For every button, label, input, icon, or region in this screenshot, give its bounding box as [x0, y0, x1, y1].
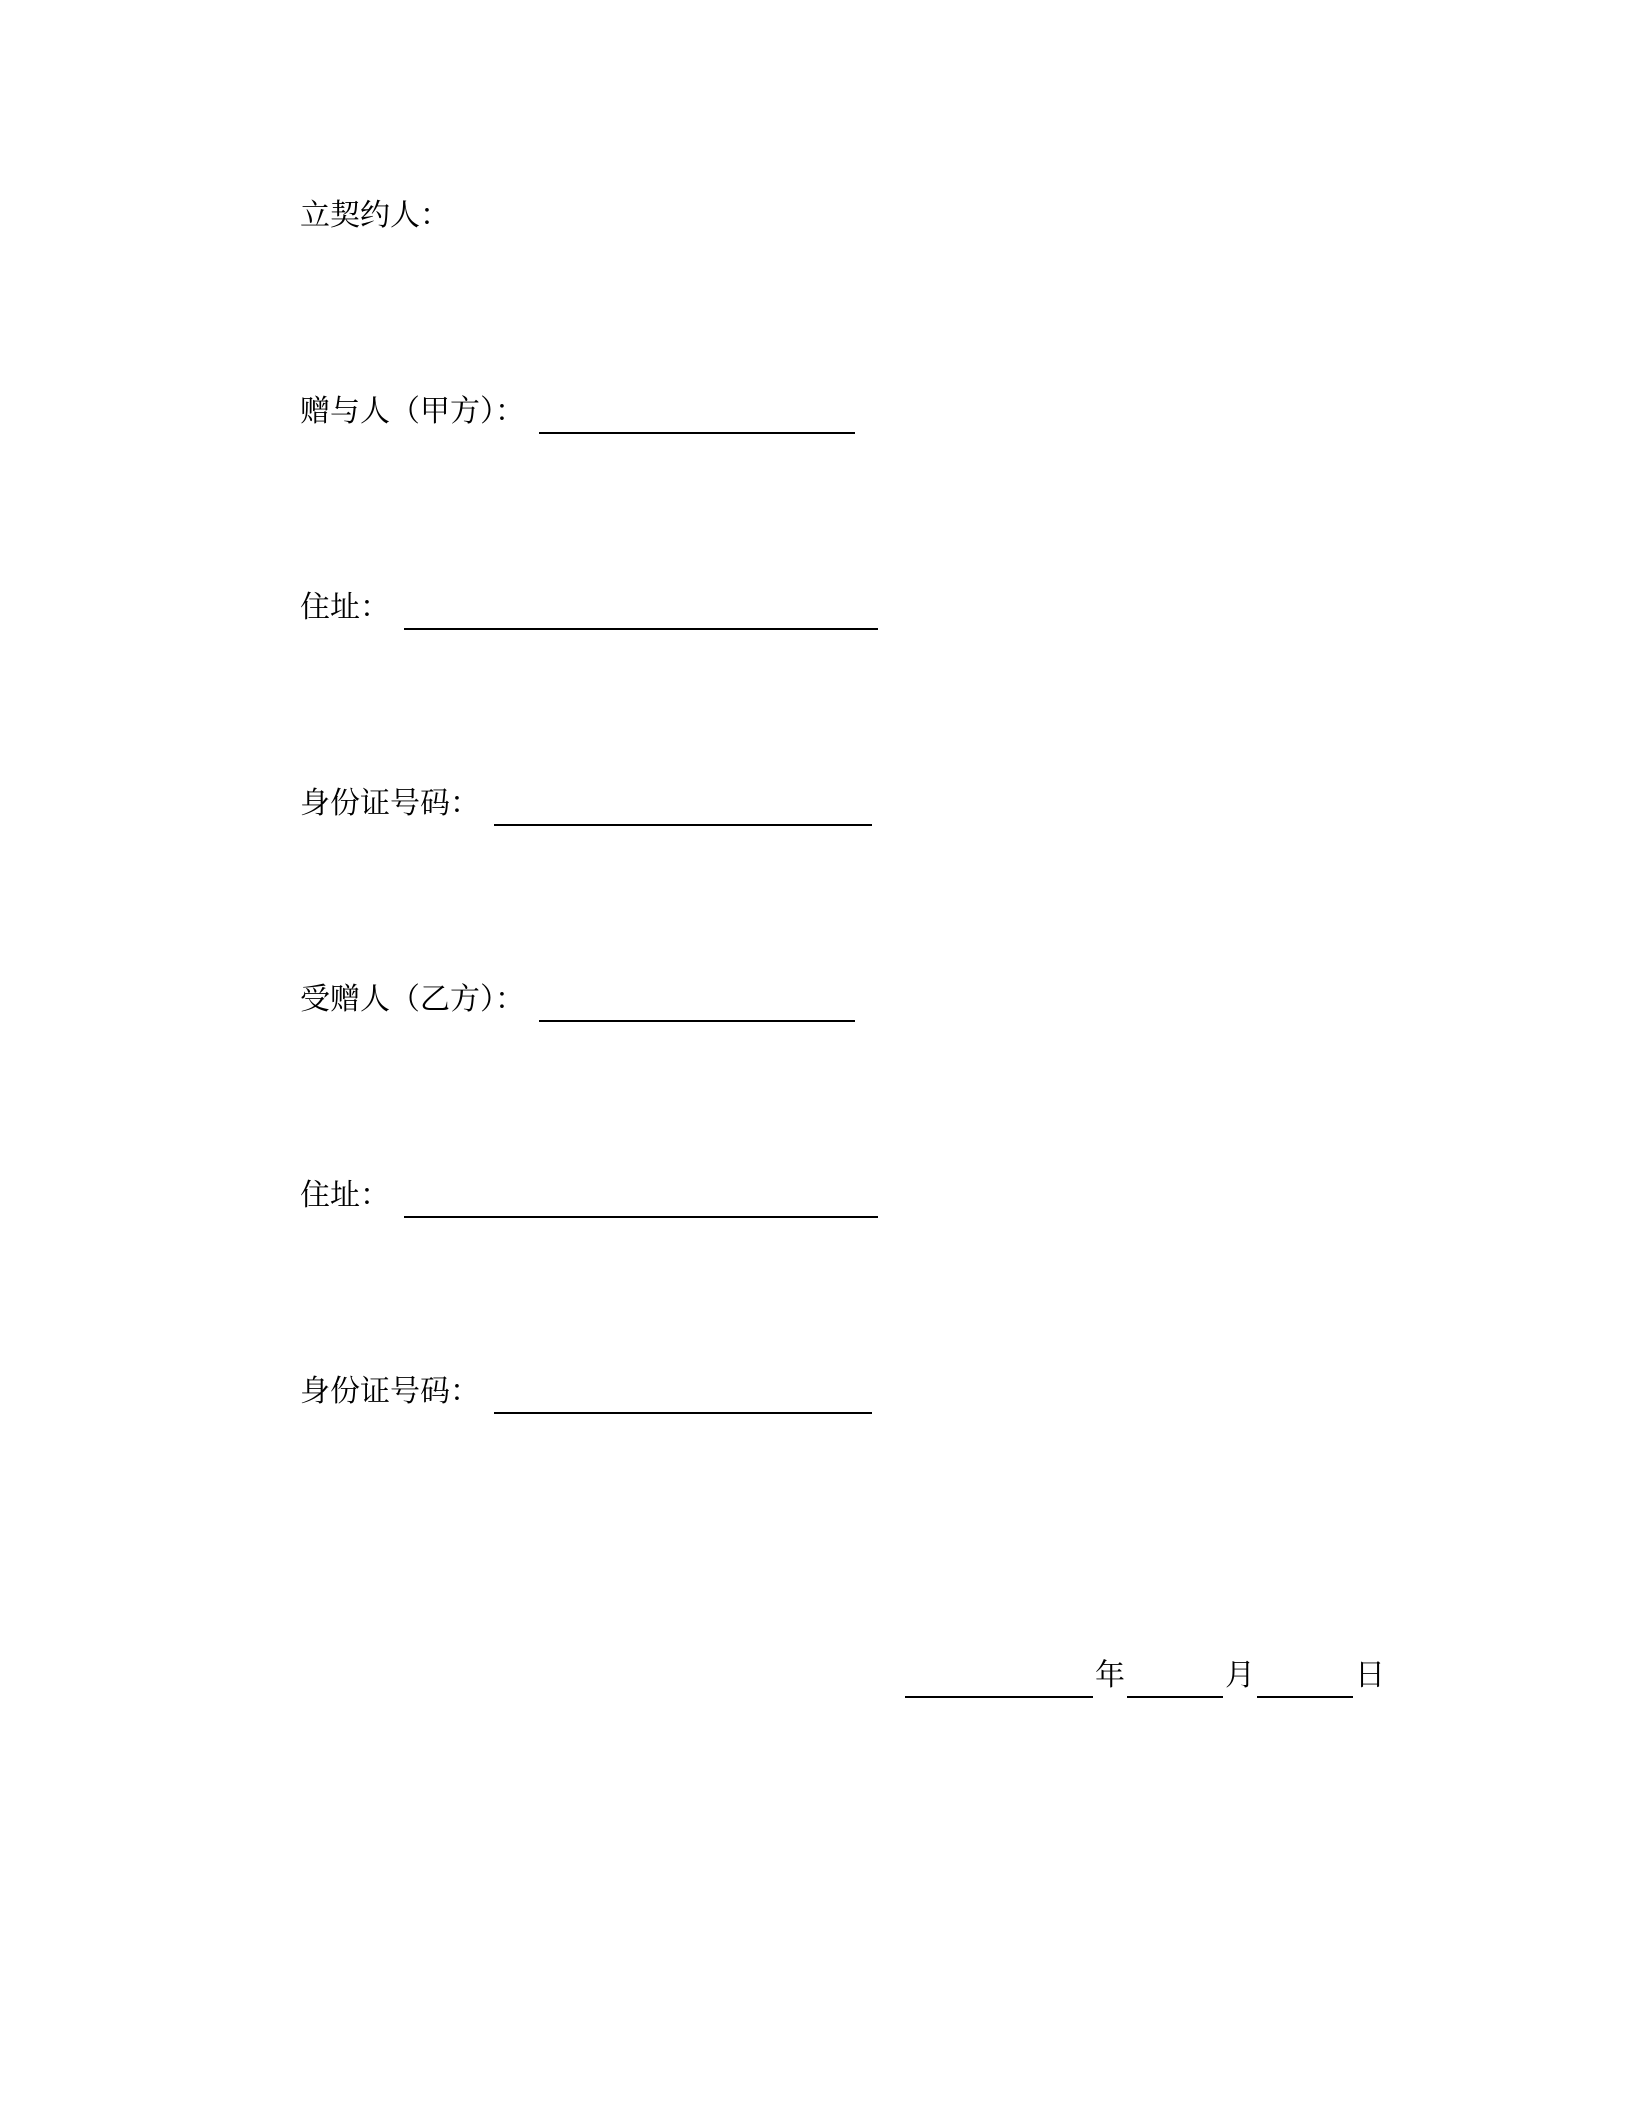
donor-address-row	[300, 580, 878, 630]
donor-name-blank[interactable]	[539, 394, 855, 434]
year-label: 年	[1095, 1658, 1125, 1693]
day-label: 日	[1355, 1658, 1385, 1693]
donor-address-label: 住址：	[300, 590, 390, 625]
donee-address-label: 住址：	[300, 1178, 390, 1213]
donee-id-blank[interactable]	[494, 1374, 872, 1414]
year-blank[interactable]	[905, 1658, 1093, 1698]
donor-name-row	[300, 384, 855, 434]
month-blank[interactable]	[1127, 1658, 1223, 1698]
signatory-heading-row	[300, 188, 450, 238]
donee-id-row	[300, 1364, 872, 1414]
signatory-heading: 立契约人：	[300, 198, 450, 233]
donee-address-row	[300, 1168, 878, 1218]
donor-id-row	[300, 776, 872, 826]
donor-name-label: 赠与人（甲方）：	[300, 394, 525, 429]
donee-name-row	[300, 972, 855, 1022]
donor-id-label: 身份证号码：	[300, 786, 480, 821]
donee-address-blank[interactable]	[404, 1178, 878, 1218]
day-blank[interactable]	[1257, 1658, 1353, 1698]
donor-id-blank[interactable]	[494, 786, 872, 826]
donee-id-label: 身份证号码：	[300, 1374, 480, 1409]
donor-address-blank[interactable]	[404, 590, 878, 630]
date-row	[905, 1648, 1387, 1698]
donee-name-label: 受赠人（乙方）：	[300, 982, 525, 1017]
month-label: 月	[1225, 1658, 1255, 1693]
donee-name-blank[interactable]	[539, 982, 855, 1022]
